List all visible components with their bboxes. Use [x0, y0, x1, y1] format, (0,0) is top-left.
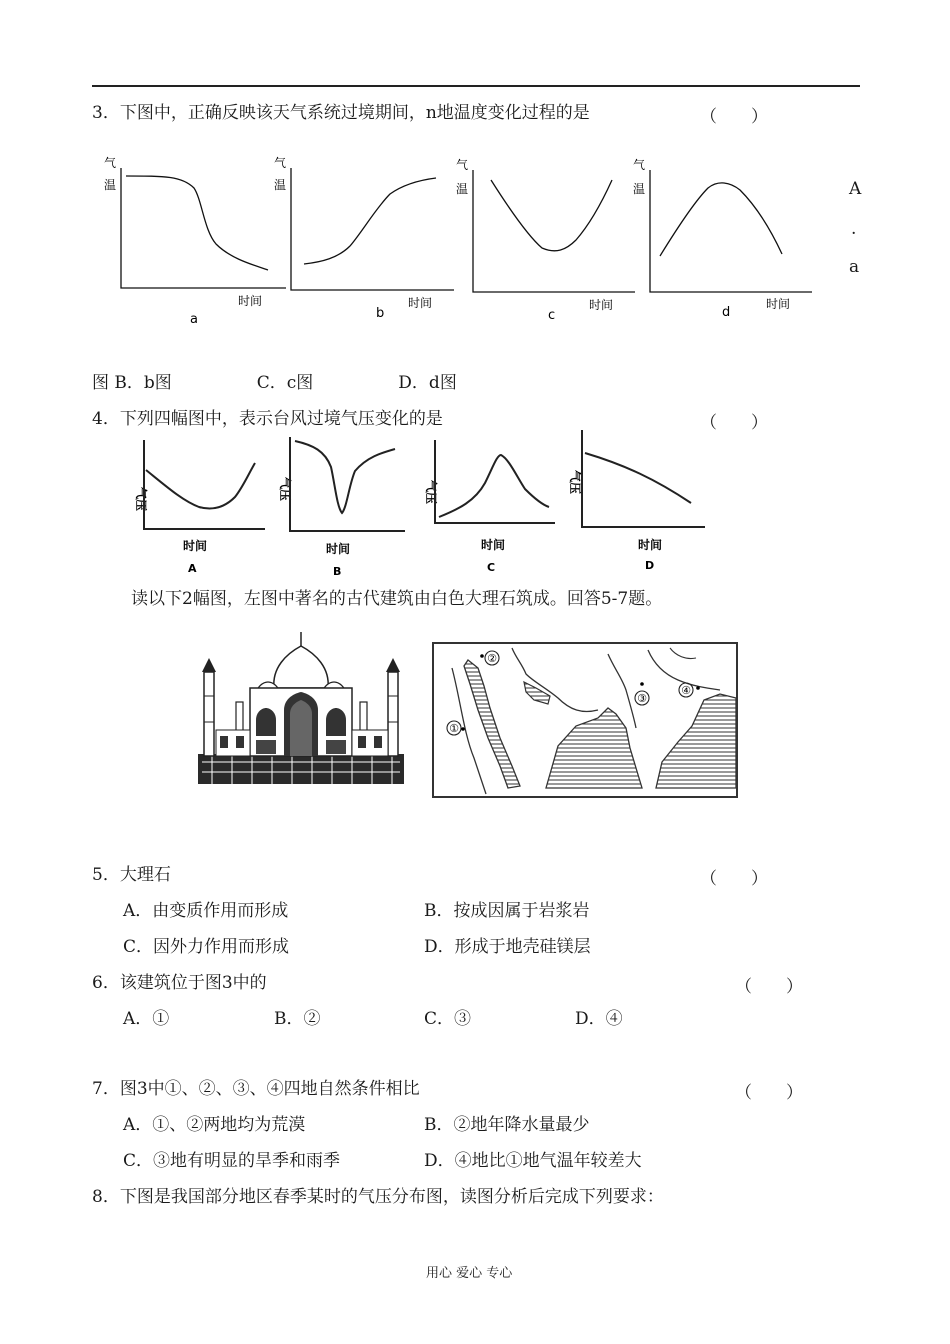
q3-temperature-graphs	[90, 150, 860, 330]
q5-option-c: C．因外力作用而形成	[123, 937, 290, 957]
q6-stem: 6．该建筑位于图3中的	[92, 973, 267, 993]
q4-graph-c	[424, 440, 555, 574]
q3-side-letter-2: .	[851, 219, 857, 239]
q4-graph-d-ylabel: 气压	[568, 470, 582, 495]
q4-graph-a	[134, 440, 265, 575]
q3-answer-paren: （ ）	[700, 107, 768, 127]
q3-stem: 3．下图中，正确反映该天气系统过境期间，n地温度变化过程的是	[92, 103, 590, 123]
q4-graph-a-xlabel: 时间	[183, 539, 208, 553]
map-marker-3: ③	[637, 692, 647, 705]
q3-caption-b: b	[376, 306, 385, 321]
q6-option-d: D．④	[575, 1009, 623, 1029]
q4-graph-c-xlabel: 时间	[481, 538, 506, 552]
q6-option-c: C．③	[424, 1009, 472, 1029]
q5-7-intro: 读以下2幅图，左图中著名的古代建筑由白色大理石筑成。回答5-7题。	[131, 589, 663, 609]
q3-graph-a-ylabel-1: 气	[104, 156, 117, 170]
q4-graph-d	[568, 430, 705, 572]
q3-graph-a-ylabel-2: 温	[104, 178, 117, 192]
q3-graph-d	[633, 157, 812, 320]
q5-option-a: A．由变质作用而形成	[123, 901, 289, 921]
q4-answer-paren: （ ）	[700, 413, 768, 433]
q7-option-d: D．④地比①地气温年较差大	[424, 1151, 642, 1171]
q4-graph-a-ylabel: 气压	[134, 487, 148, 512]
q8-stem: 8．下图是我国部分地区春季某时的气压分布图，读图分析后完成下列要求：	[92, 1187, 664, 1207]
q5-option-b: B．按成因属于岩浆岩	[424, 901, 590, 921]
q4-graph-b-xlabel: 时间	[326, 542, 351, 556]
map-marker-4: ④	[681, 684, 691, 697]
marble-building-illustration	[192, 630, 410, 790]
q6-option-b: B．②	[274, 1009, 321, 1029]
q3-side-letter-3: a	[849, 257, 860, 277]
q3-graph-d-ylabel-2: 温	[633, 182, 646, 196]
q4-caption-c: C	[487, 561, 496, 574]
q3-graph-c-xlabel: 时间	[589, 298, 614, 312]
q3-graph-b	[274, 155, 454, 321]
q3-caption-a: a	[190, 312, 198, 327]
q3-graph-c	[456, 157, 635, 323]
q3-graph-d-ylabel-1: 气	[633, 158, 646, 172]
q5-answer-paren: （ ）	[700, 869, 768, 889]
q6-answer-paren: （ ）	[735, 977, 803, 997]
q4-graph-c-ylabel: 气压	[424, 480, 438, 505]
q4-caption-d: D	[645, 559, 655, 572]
q3-graph-d-xlabel: 时间	[766, 297, 791, 311]
q6-option-a: A．①	[123, 1009, 170, 1029]
region-map-figure	[430, 638, 740, 800]
q4-pressure-graphs	[115, 425, 735, 585]
q3-graph-a	[104, 155, 286, 327]
q4-graph-b-ylabel: 气压	[278, 477, 292, 502]
q4-stem: 4．下列四幅图中，表示台风过境气压变化的是	[92, 409, 443, 429]
q3-graph-c-ylabel-2: 温	[456, 182, 469, 196]
q7-stem: 7．图3中①、②、③、④四地自然条件相比	[92, 1079, 420, 1099]
q7-option-b: B．②地年降水量最少	[424, 1115, 590, 1135]
header-rule	[92, 85, 860, 87]
q3-graph-c-ylabel-1: 气	[456, 158, 469, 172]
q3-side-letter-1: A	[849, 179, 862, 199]
q4-graph-d-xlabel: 时间	[638, 538, 663, 552]
q3-options: 图 B．b图 C．c图 D．d图	[92, 373, 457, 393]
q3-graph-a-xlabel: 时间	[238, 294, 263, 308]
q5-option-d: D．形成于地壳硅镁层	[424, 937, 591, 957]
q4-graph-b	[278, 437, 405, 578]
map-marker-1: ①	[449, 722, 459, 735]
page-footer: 用心 爱心 专心	[426, 1266, 513, 1281]
q3-caption-c: c	[548, 308, 556, 323]
q7-option-c: C．③地有明显的旱季和雨季	[123, 1151, 341, 1171]
map-marker-2: ②	[487, 652, 497, 665]
q7-option-a: A．①、②两地均为荒漠	[123, 1115, 306, 1135]
q3-caption-d: d	[722, 305, 731, 320]
q3-graph-b-xlabel: 时间	[408, 296, 433, 310]
q4-caption-a: A	[188, 562, 197, 575]
q5-stem: 5．大理石	[92, 865, 171, 885]
q3-graph-b-ylabel-1: 气	[274, 156, 287, 170]
q4-caption-b: B	[333, 565, 342, 578]
q7-answer-paren: （ ）	[735, 1083, 803, 1103]
q3-graph-b-ylabel-2: 温	[274, 178, 287, 192]
